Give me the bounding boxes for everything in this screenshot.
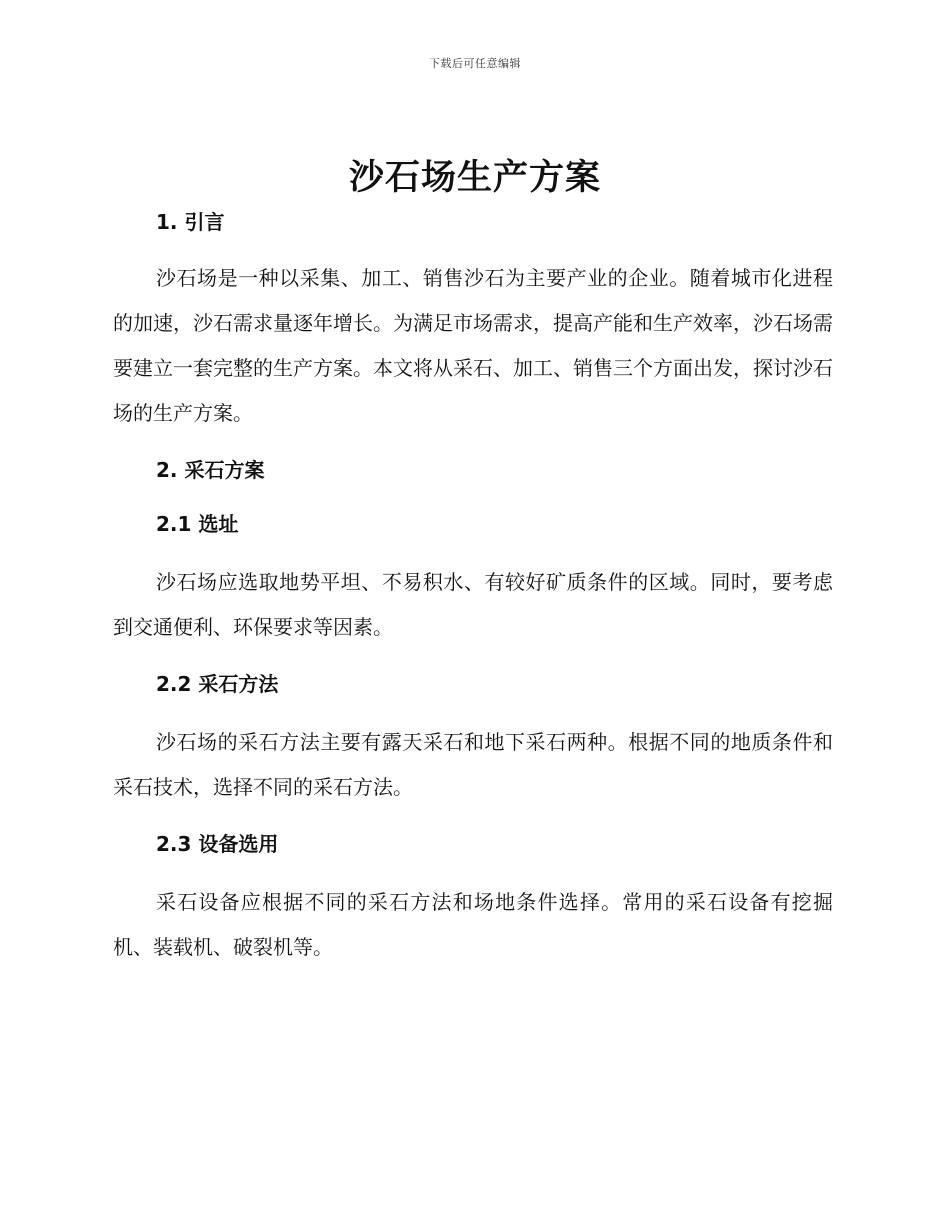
quarrying-method-paragraph: 沙石场的采石方法主要有露天采石和地下采石两种。根据不同的地质条件和采石技术，选择不同的采石方法。 (113, 730, 833, 799)
header-note: 下载后可任意编辑 (429, 57, 521, 70)
site-selection-paragraph: 沙石场应选取地势平坦、不易积水、有较好矿质条件的区域。同时，要考虑到交通便利、环保要求等因素。 (113, 570, 833, 639)
document-body (113, 204, 833, 970)
section-heading-quarrying-plan: 2. 采石方案 (156, 458, 265, 482)
document-title: 沙石场生产方案 (348, 158, 601, 198)
section-heading-introduction: 1. 引言 (156, 210, 225, 234)
section-heading-quarrying-method: 2.2 采石方法 (156, 672, 279, 696)
equipment-selection-paragraph: 采石设备应根据不同的采石方法和场地条件选择。常用的采石设备有挖掘机、装载机、破裂机等。 (113, 890, 833, 959)
section-heading-site-selection: 2.1 选址 (156, 512, 239, 536)
introduction-paragraph: 沙石场是一种以采集、加工、销售沙石为主要产业的企业。随着城市化进程的加速，沙石需求量逐年增长。为满足市场需求，提高产能和生产效率，沙石场需要建立一套完整的生产方案。本文将从采石、加工、销售三个方面出发，探讨沙石场的生产方案。 (113, 266, 833, 425)
section-heading-equipment-selection: 2.3 设备选用 (156, 832, 279, 856)
